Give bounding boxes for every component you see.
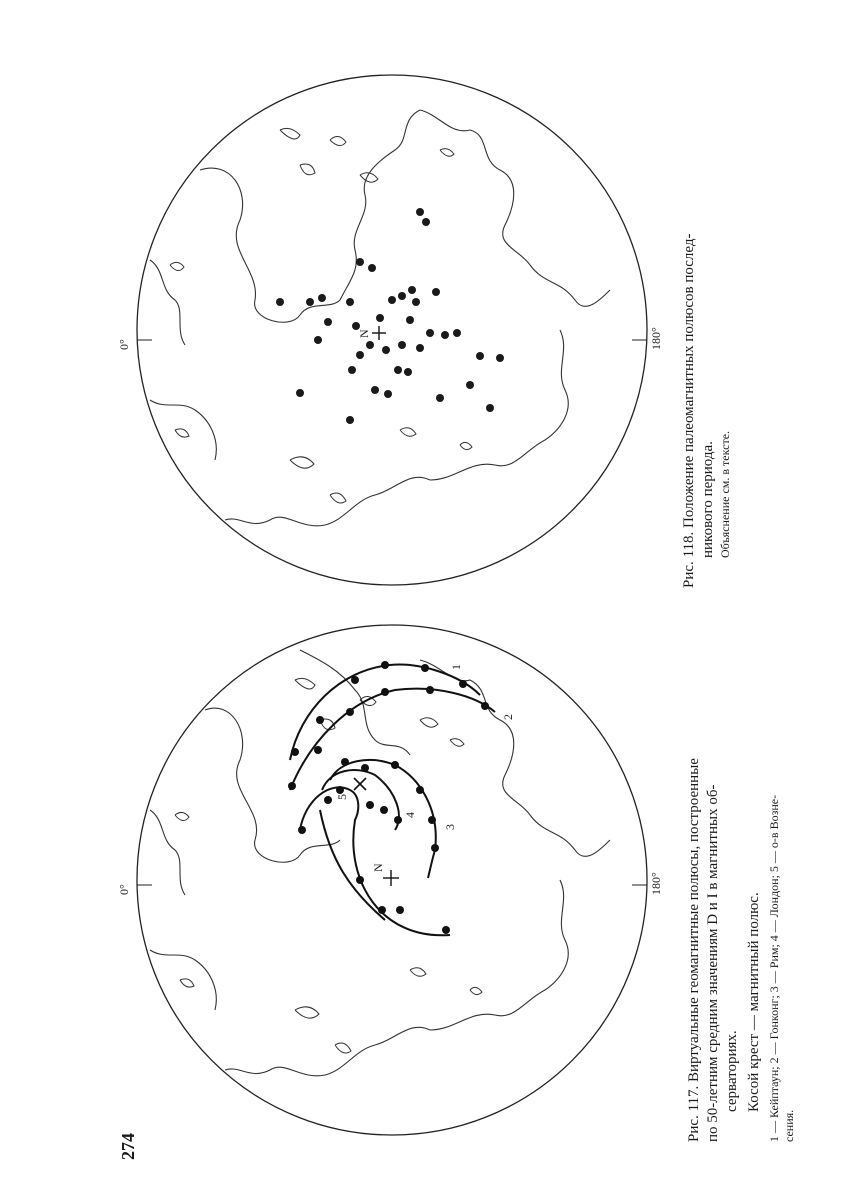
fig117-map bbox=[117, 625, 663, 1135]
fig118-label-0: 0° bbox=[117, 339, 131, 350]
fig117-point bbox=[381, 688, 389, 696]
fig117-curve-5 bbox=[300, 787, 450, 935]
fig117-label-180: 180° bbox=[649, 872, 663, 895]
fig117-caption-line3: серваториях. bbox=[724, 1030, 740, 1112]
fig117-caption-line5: 1 — Кейптаун; 2 — Гонконг; 3 — Рим; 4 — Лондон; 5 — о-в Возне- bbox=[767, 794, 781, 1142]
fig118-pole bbox=[356, 258, 364, 266]
fig118-pole bbox=[476, 352, 484, 360]
fig117-curve-3 bbox=[330, 760, 436, 878]
fig118-pole bbox=[366, 341, 374, 349]
fig117-globe-outline bbox=[137, 625, 647, 1135]
fig118-pole bbox=[436, 394, 444, 402]
fig117-curve-num-3: 3 bbox=[443, 824, 457, 830]
fig118-pole bbox=[441, 331, 449, 339]
fig117-point bbox=[381, 661, 389, 669]
fig117-curve-num-1: 1 bbox=[449, 664, 463, 670]
fig118-pole bbox=[348, 366, 356, 374]
fig118-pole bbox=[388, 296, 396, 304]
fig117-point bbox=[391, 761, 399, 769]
fig117-point bbox=[298, 826, 306, 834]
fig117-caption-line2: по 50-летним средним значениям D и I в магнитных об- bbox=[705, 784, 721, 1142]
fig118-pole bbox=[398, 341, 406, 349]
fig117-curve-num-4: 4 bbox=[403, 812, 417, 818]
fig118-pole bbox=[486, 404, 494, 412]
fig118-pole bbox=[324, 318, 332, 326]
fig117-curve-2 bbox=[290, 689, 495, 790]
fig117-caption bbox=[685, 758, 797, 1142]
fig117-n-label: N bbox=[371, 863, 385, 872]
fig117-point bbox=[341, 758, 349, 766]
fig117-point bbox=[442, 926, 450, 934]
fig118-pole bbox=[368, 264, 376, 272]
fig118-map bbox=[117, 75, 663, 585]
fig117-point bbox=[421, 664, 429, 672]
fig117-point bbox=[351, 676, 359, 684]
fig117-point bbox=[366, 801, 374, 809]
fig117-point bbox=[314, 746, 322, 754]
fig118-pole bbox=[318, 294, 326, 302]
fig117-caption-line4: Косой крест — магнитный полюс. bbox=[746, 892, 762, 1112]
fig117-point bbox=[291, 748, 299, 756]
fig117-islands bbox=[175, 678, 482, 1053]
fig117-point bbox=[288, 782, 296, 790]
fig118-pole bbox=[408, 286, 416, 294]
fig118-pole bbox=[416, 208, 424, 216]
fig117-point bbox=[396, 906, 404, 914]
page-number: 274 bbox=[118, 1133, 138, 1160]
fig118-pole bbox=[412, 298, 420, 306]
fig118-pole bbox=[422, 218, 430, 226]
fig118-pole bbox=[416, 344, 424, 352]
fig117-curve-num-5: 5 bbox=[335, 794, 349, 800]
fig118-pole bbox=[406, 316, 414, 324]
fig118-pole bbox=[382, 346, 390, 354]
fig117-point bbox=[361, 764, 369, 772]
fig118-pole bbox=[296, 389, 304, 397]
fig118-pole bbox=[496, 354, 504, 362]
fig117-point bbox=[431, 844, 439, 852]
fig117-point bbox=[428, 816, 436, 824]
fig118-pole bbox=[394, 366, 402, 374]
fig118-pole bbox=[346, 298, 354, 306]
fig118-islands bbox=[170, 128, 472, 503]
fig118-caption-line2: никового периода. bbox=[700, 441, 716, 558]
fig118-pole bbox=[371, 386, 379, 394]
fig117-curve-4 bbox=[322, 770, 399, 830]
fig118-pole bbox=[398, 292, 406, 300]
fig117-point bbox=[481, 702, 489, 710]
fig118-pole bbox=[466, 381, 474, 389]
fig117-caption-line6: сения. bbox=[782, 1109, 796, 1142]
fig118-pole bbox=[426, 329, 434, 337]
fig118-caption bbox=[680, 234, 733, 589]
fig118-pole bbox=[453, 329, 461, 337]
fig118-pole bbox=[346, 416, 354, 424]
fig117-coastline bbox=[150, 650, 610, 1076]
fig118-pole bbox=[432, 288, 440, 296]
fig117-curve-1 bbox=[290, 665, 480, 760]
fig118-n-label: N bbox=[357, 329, 371, 338]
fig118-pole bbox=[314, 336, 322, 344]
fig117-point bbox=[356, 876, 364, 884]
fig117-caption-line1: Рис. 117. Виртуальные геомагнитные полюсы, построенные bbox=[686, 758, 702, 1142]
fig117-point bbox=[346, 708, 354, 716]
fig118-pole bbox=[384, 390, 392, 398]
fig117-point bbox=[336, 786, 344, 794]
fig117-point bbox=[426, 686, 434, 694]
fig118-pole bbox=[352, 322, 360, 330]
fig118-caption-line1: Рис. 118. Положение палеомагнитных полюсов послед- bbox=[681, 233, 697, 588]
fig118-pole bbox=[276, 298, 284, 306]
fig117-point bbox=[324, 796, 332, 804]
fig117-point bbox=[380, 806, 388, 814]
fig118-pole bbox=[356, 351, 364, 359]
fig118-pole bbox=[404, 368, 412, 376]
fig118-paleopoles bbox=[276, 208, 504, 424]
fig117-point bbox=[394, 816, 402, 824]
fig118-label-180: 180° bbox=[649, 327, 663, 350]
fig117-point bbox=[378, 906, 386, 914]
fig117-vgp-curves bbox=[290, 665, 495, 936]
fig118-pole bbox=[376, 314, 384, 322]
fig118-pole bbox=[306, 298, 314, 306]
fig117-curve-num-2: 2 bbox=[501, 714, 515, 720]
fig117-point bbox=[416, 786, 424, 794]
fig117-label-0: 0° bbox=[117, 884, 131, 895]
fig117-point bbox=[459, 680, 467, 688]
fig118-caption-line3: Объяснение см. в тексте. bbox=[718, 430, 732, 558]
fig117-point bbox=[316, 716, 324, 724]
